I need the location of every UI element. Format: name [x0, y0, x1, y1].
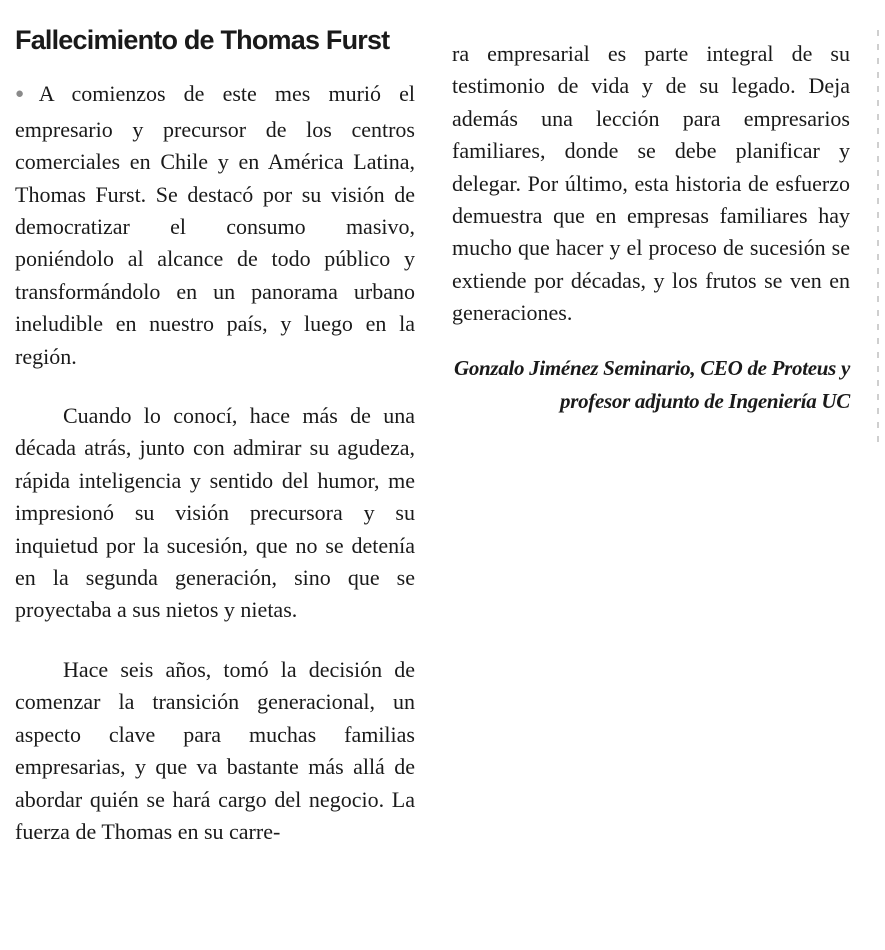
right-column [452, 38, 850, 418]
article-paragraph-3-continued [452, 38, 850, 330]
page-edge-marks [877, 30, 879, 450]
paragraph-2-text: Cuando lo conocí, hace más de una década atrás, junto con admirar su agudeza, rápida inteligencia y sentido del humor, me impresionó su visión precursora y su inquietud por la sucesión, que no se detenía en la segunda generación, sino que se proyectaba a sus nietos y nietas. [15, 403, 415, 623]
bullet-dot-icon: ● [15, 86, 37, 103]
author-signature: Gonzalo Jiménez Seminario, CEO de Proteus y profesor adjunto de Ingeniería UC [453, 355, 850, 413]
article-title: Fallecimiento de Thomas Furst [15, 25, 390, 55]
left-column [15, 24, 415, 875]
article-paragraph-1 [15, 78, 415, 373]
article-paragraph-3-start [15, 654, 415, 848]
paragraph-3-text-part-2: ra empresarial es parte integral de su testimonio de vida y de su legado. Deja además una lección para empresarios familiares, donde se debe planificar y delegar. Por último, esta historia de esfuerzo demuestra que en empresas familiares hay mucho que hacer y el proceso de sucesión se extiende por décadas, y los frutos se ven en generaciones. [452, 41, 850, 326]
article-paragraph-2 [15, 400, 415, 627]
paragraph-1-text: A comienzos de este mes murió el empresario y precursor de los centros comerciales en Chile y en América Latina, Thomas Furst. Se destacó por su visión de democratizar el consumo masivo, poniéndolo al alcance de todo público y transformándolo en un panorama urbano ineludible en nuestro país, y luego en la región. [15, 81, 415, 369]
paragraph-3-text-part-1: Hace seis años, tomó la decisión de comenzar la transición generacional, un aspecto clave para muchas familias empresarias, y que va bastante más allá de abordar quién se hará cargo del negocio. La fuerza de Thomas en su carre- [15, 656, 415, 844]
